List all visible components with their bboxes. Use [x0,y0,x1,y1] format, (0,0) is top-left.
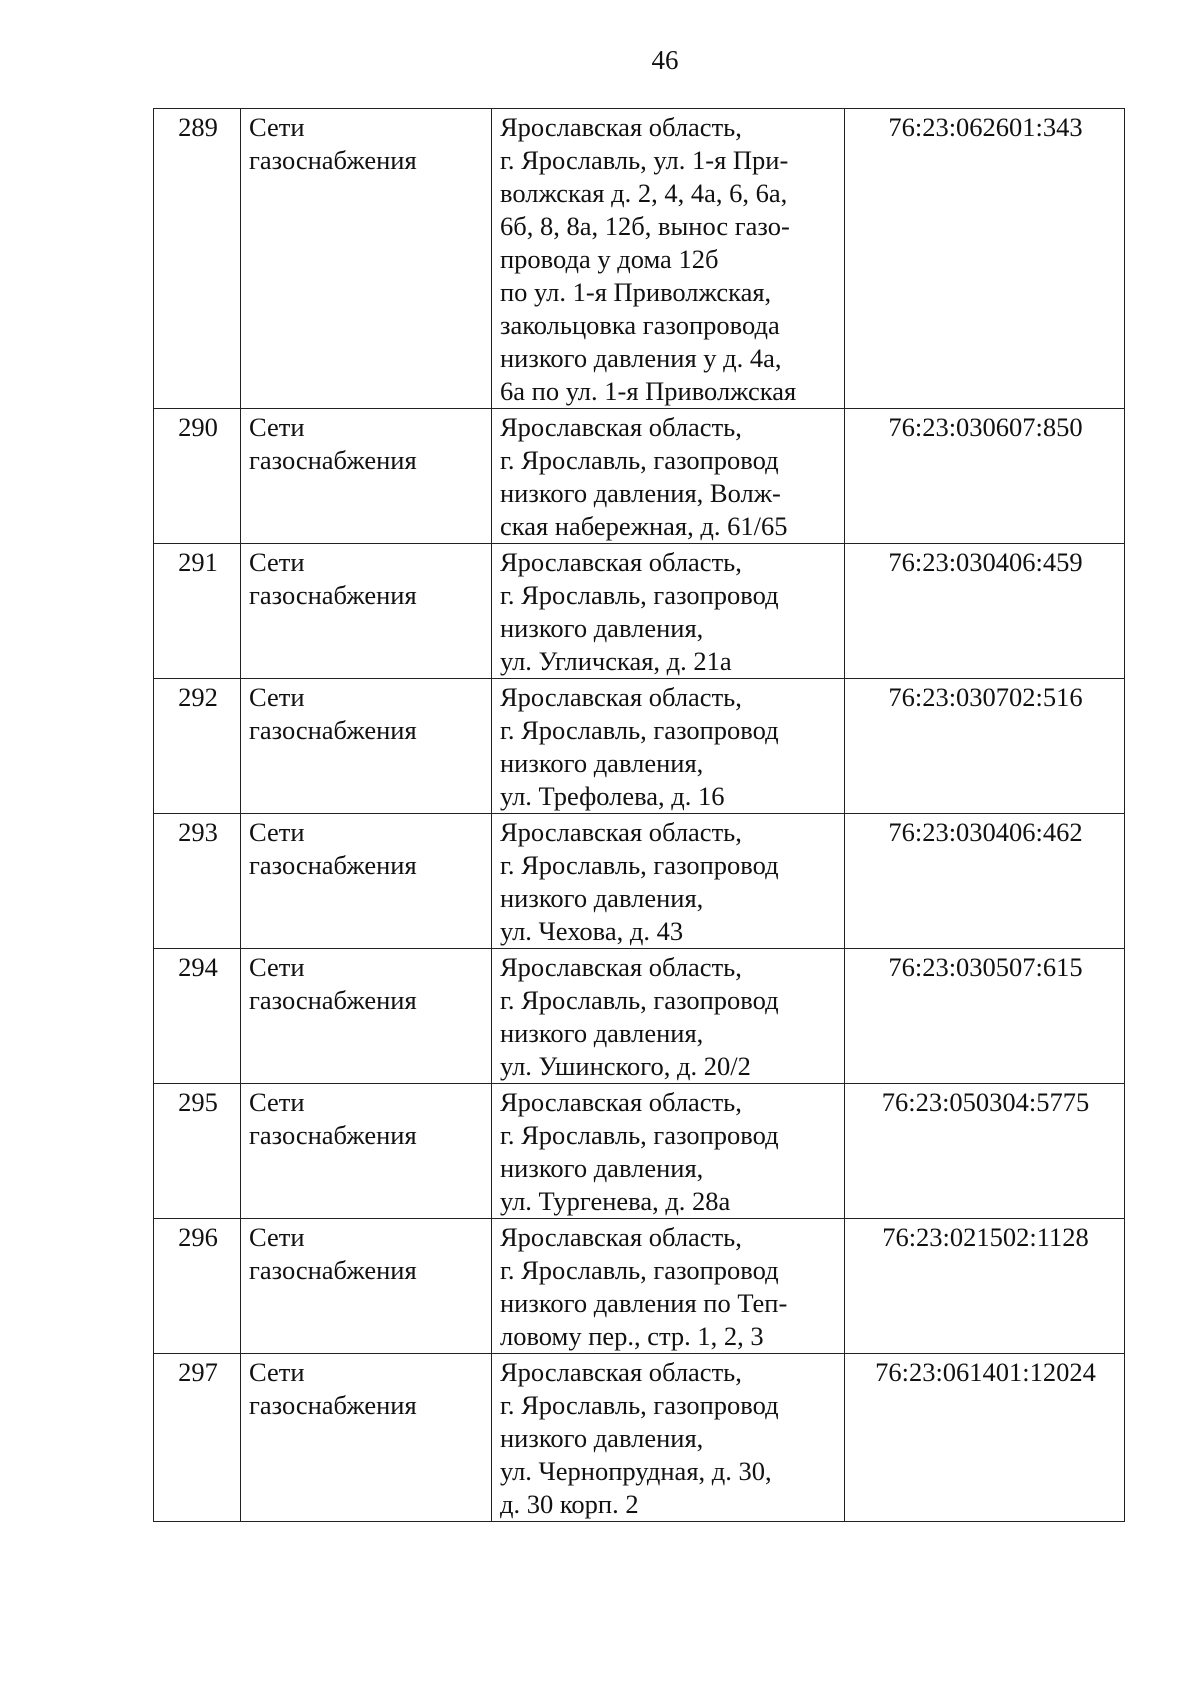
address-line: ул. Чернопрудная, д. 30, [500,1456,772,1486]
address-cell [492,1084,845,1219]
address-cell [492,679,845,814]
address-line: Ярославская область, [500,412,742,442]
address-line: низкого давления, Волж- [500,478,781,508]
address-line: г. Ярославль, газопровод [500,1255,779,1285]
address-line: Ярославская область, [500,817,742,847]
table-row [154,1219,1125,1354]
object-name-cell [241,409,492,544]
registry-table [153,108,1125,1522]
table-row [154,949,1125,1084]
table-row [154,679,1125,814]
table-row [154,109,1125,409]
object-name-line: газоснабжения [249,850,417,880]
object-name-cell [241,814,492,949]
address-line: г. Ярославль, газопровод [500,1120,779,1150]
address-line: низкого давления у д. 4а, [500,343,782,373]
address-line: Ярославская область, [500,952,742,982]
address-cell [492,409,845,544]
page-number: 46 [651,45,679,75]
table-row [154,1354,1125,1522]
object-name-cell [241,679,492,814]
object-name-line: газоснабжения [249,145,417,175]
row-number: 297 [154,1354,241,1522]
address-line: г. Ярославль, газопровод [500,1390,779,1420]
object-name-line: Сети [249,1357,305,1387]
row-number: 296 [154,1219,241,1354]
object-name-cell [241,1354,492,1522]
object-name-line: Сети [249,682,305,712]
address-line: Ярославская область, [500,112,742,142]
object-name-line: газоснабжения [249,580,417,610]
address-line: волжская д. 2, 4, 4а, 6, 6а, [500,178,788,208]
registry-table-body [154,109,1125,1522]
table-row [154,544,1125,679]
row-number: 294 [154,949,241,1084]
table-row [154,814,1125,949]
address-line: низкого давления по Теп- [500,1288,788,1318]
cadastral-number: 76:23:061401:12024 [845,1354,1125,1522]
address-line: провода у дома 12б [500,244,719,274]
address-line: г. Ярославль, газопровод [500,445,779,475]
object-name-line: Сети [249,412,305,442]
address-line: ул. Ушинского, д. 20/2 [500,1051,751,1081]
object-name-line: Сети [249,817,305,847]
object-name-line: газоснабжения [249,445,417,475]
object-name-line: Сети [249,547,305,577]
object-name-line: газоснабжения [249,1120,417,1150]
address-line: г. Ярославль, ул. 1-я При- [500,145,789,175]
object-name-line: газоснабжения [249,1255,417,1285]
cadastral-number: 76:23:050304:5775 [845,1084,1125,1219]
object-name-line: газоснабжения [249,985,417,1015]
object-name-cell [241,109,492,409]
address-line: закольцовка газопровода [500,310,780,340]
address-cell [492,1354,845,1522]
address-line: 6а по ул. 1-я Приволжская [500,376,797,406]
object-name-line: Сети [249,952,305,982]
address-line: г. Ярославль, газопровод [500,580,779,610]
address-line: Ярославская область, [500,1222,742,1252]
address-line: ская набережная, д. 61/65 [500,511,788,541]
object-name-line: Сети [249,112,305,142]
address-line: Ярославская область, [500,547,742,577]
row-number: 295 [154,1084,241,1219]
address-line: г. Ярославль, газопровод [500,715,779,745]
object-name-line: Сети [249,1087,305,1117]
object-name-line: газоснабжения [249,1390,417,1420]
address-line: низкого давления, [500,883,704,913]
object-name-line: Сети [249,1222,305,1252]
object-name-cell [241,1084,492,1219]
address-line: по ул. 1-я Приволжская, [500,277,772,307]
address-line: 6б, 8, 8а, 12б, вынос газо- [500,211,790,241]
address-line: низкого давления, [500,613,704,643]
address-line: Ярославская область, [500,1357,742,1387]
cadastral-number: 76:23:030507:615 [845,949,1125,1084]
address-line: низкого давления, [500,1018,704,1048]
address-line: ул. Угличская, д. 21а [500,646,732,676]
object-name-cell [241,544,492,679]
row-number: 291 [154,544,241,679]
address-line: низкого давления, [500,1423,704,1453]
table-row [154,409,1125,544]
address-line: г. Ярославль, газопровод [500,850,779,880]
address-line: ловому пер., стр. 1, 2, 3 [500,1321,764,1351]
cadastral-number: 76:23:062601:343 [845,109,1125,409]
row-number: 289 [154,109,241,409]
row-number: 293 [154,814,241,949]
cadastral-number: 76:23:030406:462 [845,814,1125,949]
address-line: д. 30 корп. 2 [500,1489,639,1519]
row-number: 290 [154,409,241,544]
address-line: г. Ярославль, газопровод [500,985,779,1015]
address-line: ул. Трефолева, д. 16 [500,781,725,811]
address-line: Ярославская область, [500,682,742,712]
cadastral-number: 76:23:030406:459 [845,544,1125,679]
table-row [154,1084,1125,1219]
object-name-cell [241,949,492,1084]
address-cell [492,544,845,679]
address-line: ул. Тургенева, д. 28а [500,1186,731,1216]
object-name-cell [241,1219,492,1354]
cadastral-number: 76:23:030702:516 [845,679,1125,814]
cadastral-number: 76:23:030607:850 [845,409,1125,544]
object-name-line: газоснабжения [249,715,417,745]
address-line: ул. Чехова, д. 43 [500,916,684,946]
address-cell [492,814,845,949]
address-cell [492,109,845,409]
row-number: 292 [154,679,241,814]
cadastral-number: 76:23:021502:1128 [845,1219,1125,1354]
address-cell [492,949,845,1084]
address-line: Ярославская область, [500,1087,742,1117]
address-line: низкого давления, [500,748,704,778]
address-cell [492,1219,845,1354]
address-line: низкого давления, [500,1153,704,1183]
